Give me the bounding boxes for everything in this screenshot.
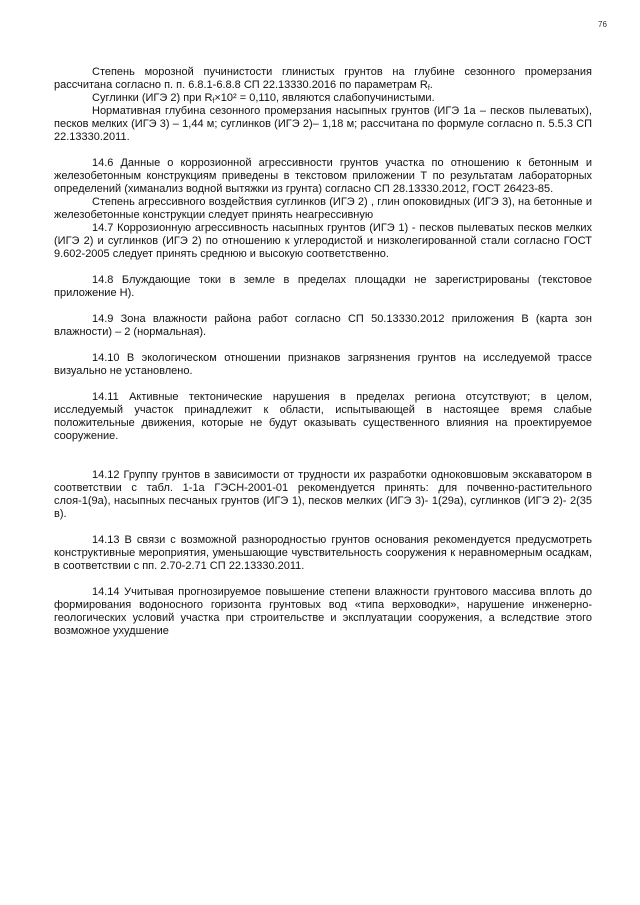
paragraph-14-8: 14.8 Блуждающие токи в земле в пределах площадки не зарегистрированы (текстовое приложение Н).: [54, 274, 592, 299]
paragraph-14-12: 14.12 Группу грунтов в зависимости от трудности их разработки одноковшовым экскаватором в соответствии с табл. 1-1а ГЭСН-2001-01 рекомендуется принять: для почвенно-растительного слоя-1(9а), насыпных песчаных грунтов (ИГЭ 1), песков мелких (ИГЭ 3)- 1(29а), суглинков (ИГЭ 2)- 2(35 в).: [54, 469, 592, 520]
paragraph-14-14: 14.14 Учитывая прогнозируемое повышение степени влажности грунтового массива вплоть до формирования водоносного горизонта грунтовых вод «типа верховодки», нарушение инженерно-геологических условий участка при строительстве и эксплуатации сооружения, а вследствие этого возможное ухудшение: [54, 586, 592, 637]
paragraph-14-11: 14.11 Активные тектонические нарушения в пределах региона отсутствуют; в целом, исследуемый участок принадлежит к области, испытывающей в настоящее время слабые положительные движения, которые не будут оказывать существенного влияния на проектируемое сооружение.: [54, 391, 592, 442]
paragraph-aggressive-impact: Степень агрессивного воздействия суглинков (ИГЭ 2) , глин опоковидных (ИГЭ 3), на бетонные и железобетонные конструкции следует принять неагрессивную: [54, 196, 592, 221]
document-body: [54, 66, 592, 638]
paragraph-freezing-depth: Нормативная глубина сезонного промерзания насыпных грунтов (ИГЭ 1а – песков пылеватых), песков мелких (ИГЭ 3) – 1,44 м; суглинков (ИГЭ 2)– 1,18 м; рассчитана по формуле согласно п. 5.5.3 СП 22.13330.2011.: [54, 105, 592, 143]
paragraph-14-10: 14.10 В экологическом отношении признаков загрязнения грунтов на исследуемой трассе визуально не установлено.: [54, 352, 592, 377]
paragraph-14-6: 14.6 Данные о коррозионной агрессивности грунтов участка по отношению к бетонным и железобетонным конструкциям приведены в текстовом приложении Т по результатам лабораторных определений (химанализ водной вытяжки из грунта) согласно СП 28.13330.2012, ГОСТ 26423-85.: [54, 157, 592, 195]
paragraph-14-7: 14.7 Коррозионную агрессивность насыпных грунтов (ИГЭ 1) - песков пылеватых песков мелких (ИГЭ 2) и суглинков (ИГЭ 2) по отношению к углеродистой и низколегированной стали согласно ГОСТ 9.602-2005 следует принять среднюю и высокую соответственно.: [54, 222, 592, 260]
paragraph-frost-heave: Степень морозной пучинистости глинистых грунтов на глубине сезонного промерзания рассчитана согласно п. п. 6.8.1-6.8.8 СП 22.13330.2016 по параметрам $R_f$.: [54, 66, 592, 92]
paragraph-14-13: 14.13 В связи с возможной разнородностью грунтов основания рекомендуется предусмотреть конструктивные мероприятия, уменьшающие чувствительность сооружения к неравномерным осадкам, в соответствии с пп. 2.70-2.71 СП 22.13330.2011.: [54, 534, 592, 572]
page-number: 76: [598, 20, 607, 29]
paragraph-loam-heave: Суглинки (ИГЭ 2) при $R_f\times 10^2 = 0,110$, являются слабопучинистыми.: [92, 92, 435, 105]
paragraph-14-9: 14.9 Зона влажности района работ согласно СП 50.13330.2012 приложения В (карта зон влажности) – 2 (нормальная).: [54, 313, 592, 338]
